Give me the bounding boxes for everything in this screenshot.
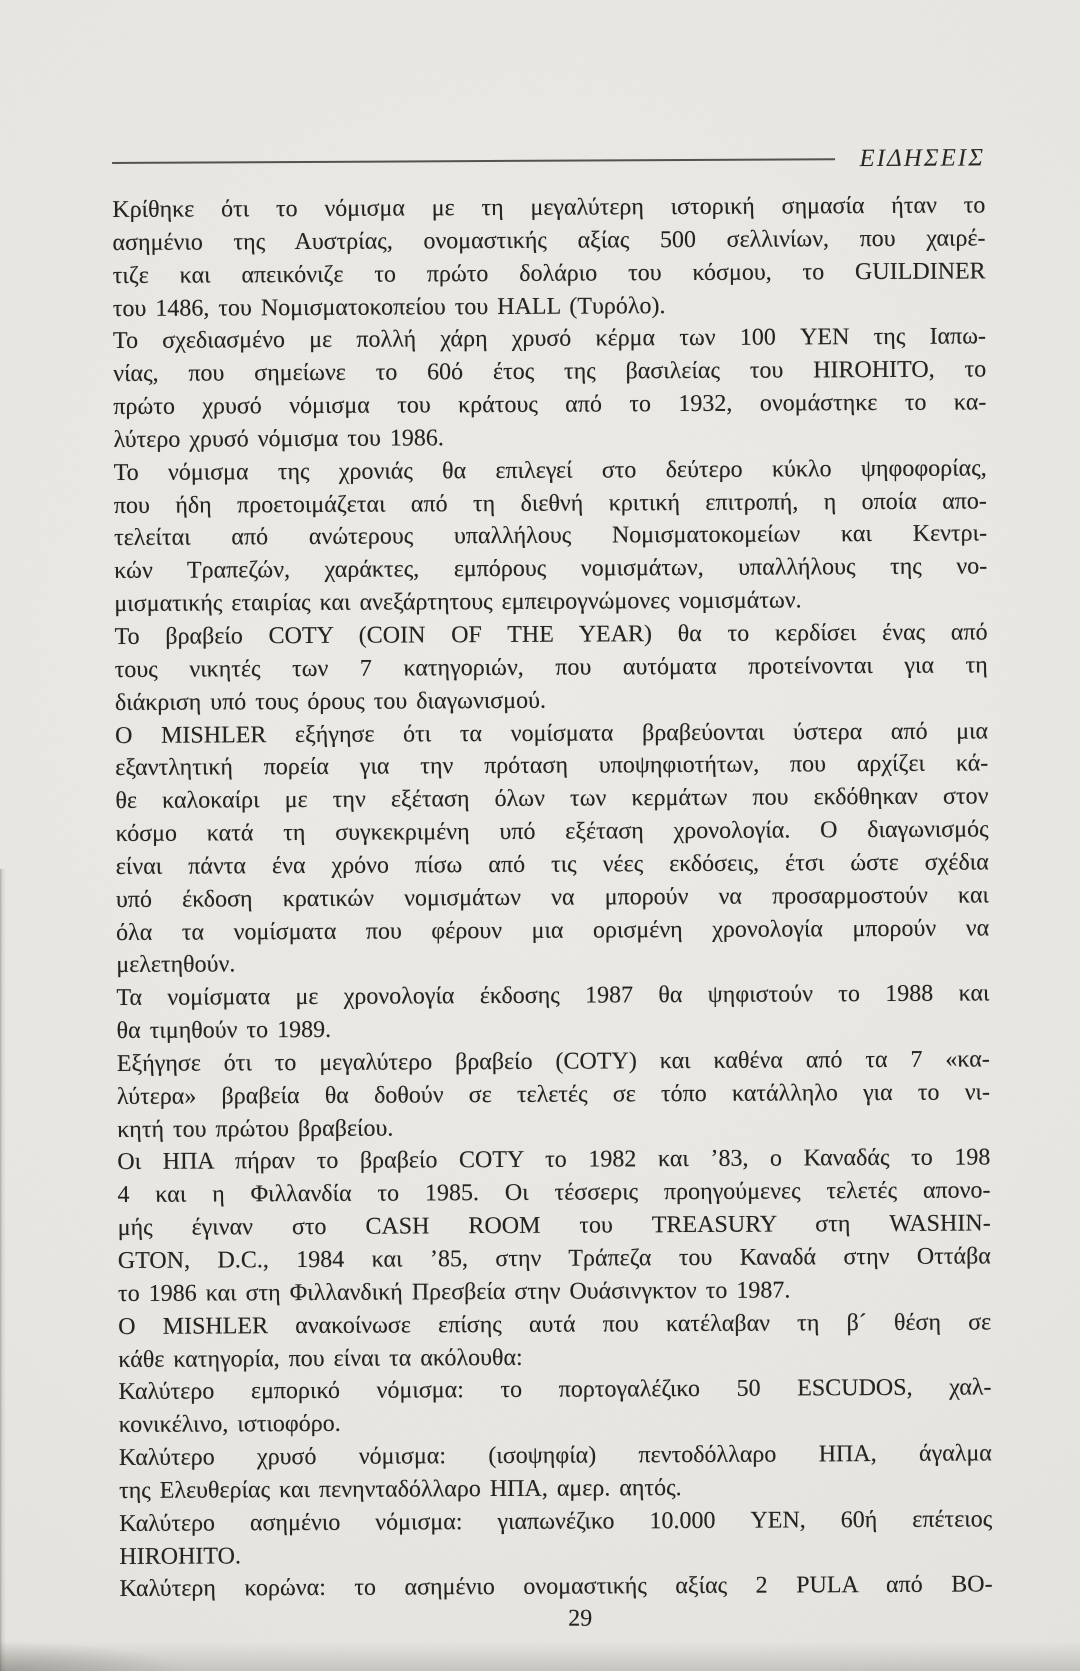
text-line: μελετηθούν. (116, 951, 236, 979)
paragraph (118, 1372, 991, 1442)
text-line: Ο MISHLER εξήγησε ότι τα νομίσματα βραβεύονται ύστερα από μια (115, 717, 989, 749)
text-line: λύτερο χρυσό νόμισμα του 1986. (113, 425, 444, 453)
text-line: Οι ΗΠΑ πήραν το βραβείο COTY το 1982 και ’83, ο Καναδάς το 198 (117, 1144, 991, 1176)
text-line: Καλύτερο εμπορικό νόμισμα: το πορτογαλέζικο 50 ESCUDOS, χαλ- (118, 1374, 992, 1406)
text-line: πρώτο χρυσό νόμισμα του κράτους από το 1932, ονομάστηκε το κα- (113, 389, 987, 421)
text-line: τελείται από ανώτερους υπαλλήλους Νομισματοκομείων και Κεντρι- (113, 520, 988, 552)
text-line: Τα νομίσματα με χρονολογία έκδοσης 1987 θα ψηφιστούν το 1988 και (116, 980, 990, 1012)
body-text (112, 189, 992, 1606)
paragraph (117, 1043, 991, 1146)
text-line: Καλύτερο ασημένιο νόμισμα: γιαπωνέζικο 10.000 YEN, 60ή επέτειος (119, 1506, 993, 1537)
running-head-title: ΕΙΔΗΣΕΙΣ (859, 144, 986, 173)
text-line: μής έγιναν στο CASH ROOM του TREASURY στη WASHIN- (117, 1210, 991, 1242)
paragraph (119, 1569, 992, 1606)
text-line: μισματικής εταιρίας και ανεξάρτητους εμπειρογνώμονες νομισμάτων. (114, 587, 802, 618)
text-line: εξαντλητική πορεία για την πρόταση υποψηφιοτήτων, που αρχίζει κά- (115, 750, 989, 782)
paragraph (113, 321, 987, 457)
text-line: του 1486, του Νομισματοκοπείου του HALL (Τυρόλο). (112, 292, 666, 322)
paragraph (118, 1306, 991, 1376)
text-line: θα τιμηθούν το 1989. (116, 1016, 332, 1045)
paragraph (119, 1437, 992, 1507)
text-line: θε καλοκαίρι με την εξέταση όλων των κερμάτων που εκδόθηκαν στον (115, 783, 989, 815)
text-line: τους νικητές των 7 κατηγοριών, που αυτόματα προτείνονται για τη (114, 652, 988, 683)
text-line: Εξήγησε ότι το μεγαλύτερο βραβείο (COTY) και καθένα από τα 7 «κα- (116, 1046, 990, 1077)
text-line: το 1986 και στη Φιλλανδική Πρεσβεία στην Ουάσινγκτον το 1987. (117, 1277, 791, 1307)
text-line: διάκριση υπό τους όρους του διαγωνισμού. (114, 687, 546, 716)
text-line: Το βραβείο COTY (COIN OF THE YEAR) θα το κερδίσει ένας από (114, 619, 988, 650)
text-line: 4 και η Φιλλανδία το 1985. Οι τέσσερις προηγούμενες τελετές απονο- (117, 1177, 991, 1209)
text-line: Καλύτερο χρυσό νόμισμα: (ισοψηφία) πεντοδόλλαρο ΗΠΑ, άγαλμα (118, 1440, 992, 1472)
text-line: Κρίθηκε ότι το νόμισμα με τη μεγαλύτερη ιστορική σημασία ήταν το (112, 192, 986, 223)
text-line: GTON, D.C., 1984 και ’85, στην Τράπεζα του Καναδά στην Οττάβα (117, 1243, 991, 1274)
page-number: 29 (568, 1605, 593, 1632)
text-line: Καλύτερη κορώνα: το ασημένιο ονομαστικής αξίας 2 PULA από ΒΟ- (119, 1571, 993, 1603)
text-line: που ήδη προετοιμάζεται από τη διεθνή κριτική επιτροπή, η οποία απο- (113, 488, 987, 519)
text-line: Ο MISHLER ανακοίνωσε επίσης αυτά που κατέλαβαν τη β´ θέση σε (118, 1309, 992, 1340)
paragraph (119, 1503, 992, 1573)
scan-left-edge-shadow (0, 869, 6, 1671)
text-line: HIROHITO. (119, 1542, 241, 1570)
paragraph (117, 1142, 991, 1311)
text-line: κητή του πρώτου βραβείου. (117, 1115, 394, 1143)
paragraph (114, 452, 988, 621)
paragraph (112, 189, 986, 325)
text-line: κονικέλινο, ιστιοφόρο. (118, 1411, 341, 1439)
text-line: λύτερα» βραβεία θα δοθούν σε τελετές σε τόπο κατάλληλο για το νι- (116, 1079, 991, 1110)
text-line: κών Τραπεζών, χαράκτες, εμπόρους νομισμάτων, υπαλλήλους της νο- (114, 553, 988, 585)
text-line: όλα τα νομίσματα που φέρουν μια ορισμένη χρονολογία μπορούν να (116, 914, 990, 946)
paragraph (115, 715, 989, 982)
text-line: Το νόμισμα της χρονιάς θα επιλεγεί στο δεύτερο κύκλο ψηφοφορίας, (113, 455, 987, 486)
page-content (112, 141, 993, 1636)
paragraph (116, 978, 989, 1048)
text-line: κάθε κατηγορία, που είναι τα ακόλουθα: (118, 1344, 523, 1373)
text-line: της Ελευθερίας και πενηνταδόλλαρο ΗΠΑ, αμερ. αητός. (118, 1474, 682, 1504)
text-line: ασημένιο της Αυστρίας, ονομαστικής αξίας 500 σελλινίων, που χαιρέ- (112, 225, 986, 256)
scan-bottom-edge-shadow (0, 1641, 1080, 1671)
paragraph (114, 616, 988, 719)
header-rule (112, 158, 835, 164)
text-line: υπό έκδοση κρατικών νομισμάτων να μπορούν να προσαρμοστούν και (115, 882, 990, 913)
text-line: κόσμο κατά τη συγκεκριμένη υπό εξέταση χρονολογία. Ο διαγωνισμός (115, 816, 989, 848)
text-line: είναι πάντα ένα χρόνο πίσω από τις νέες εκδόσεις, έτσι ώστε σχέδια (115, 849, 989, 880)
text-line: τιζε και απεικόνιζε το πρώτο δολάριο του κόσμου, το GUILDINER (112, 258, 986, 289)
text-line: νίας, που σημείωνε το 60ό έτος της βασιλείας του HIROHITO, το (113, 356, 987, 388)
page-header (112, 141, 985, 180)
text-line: Το σχεδιασμένο με πολλή χάρη χρυσό κέρμα των 100 YEN της Ιαπω- (112, 323, 987, 355)
